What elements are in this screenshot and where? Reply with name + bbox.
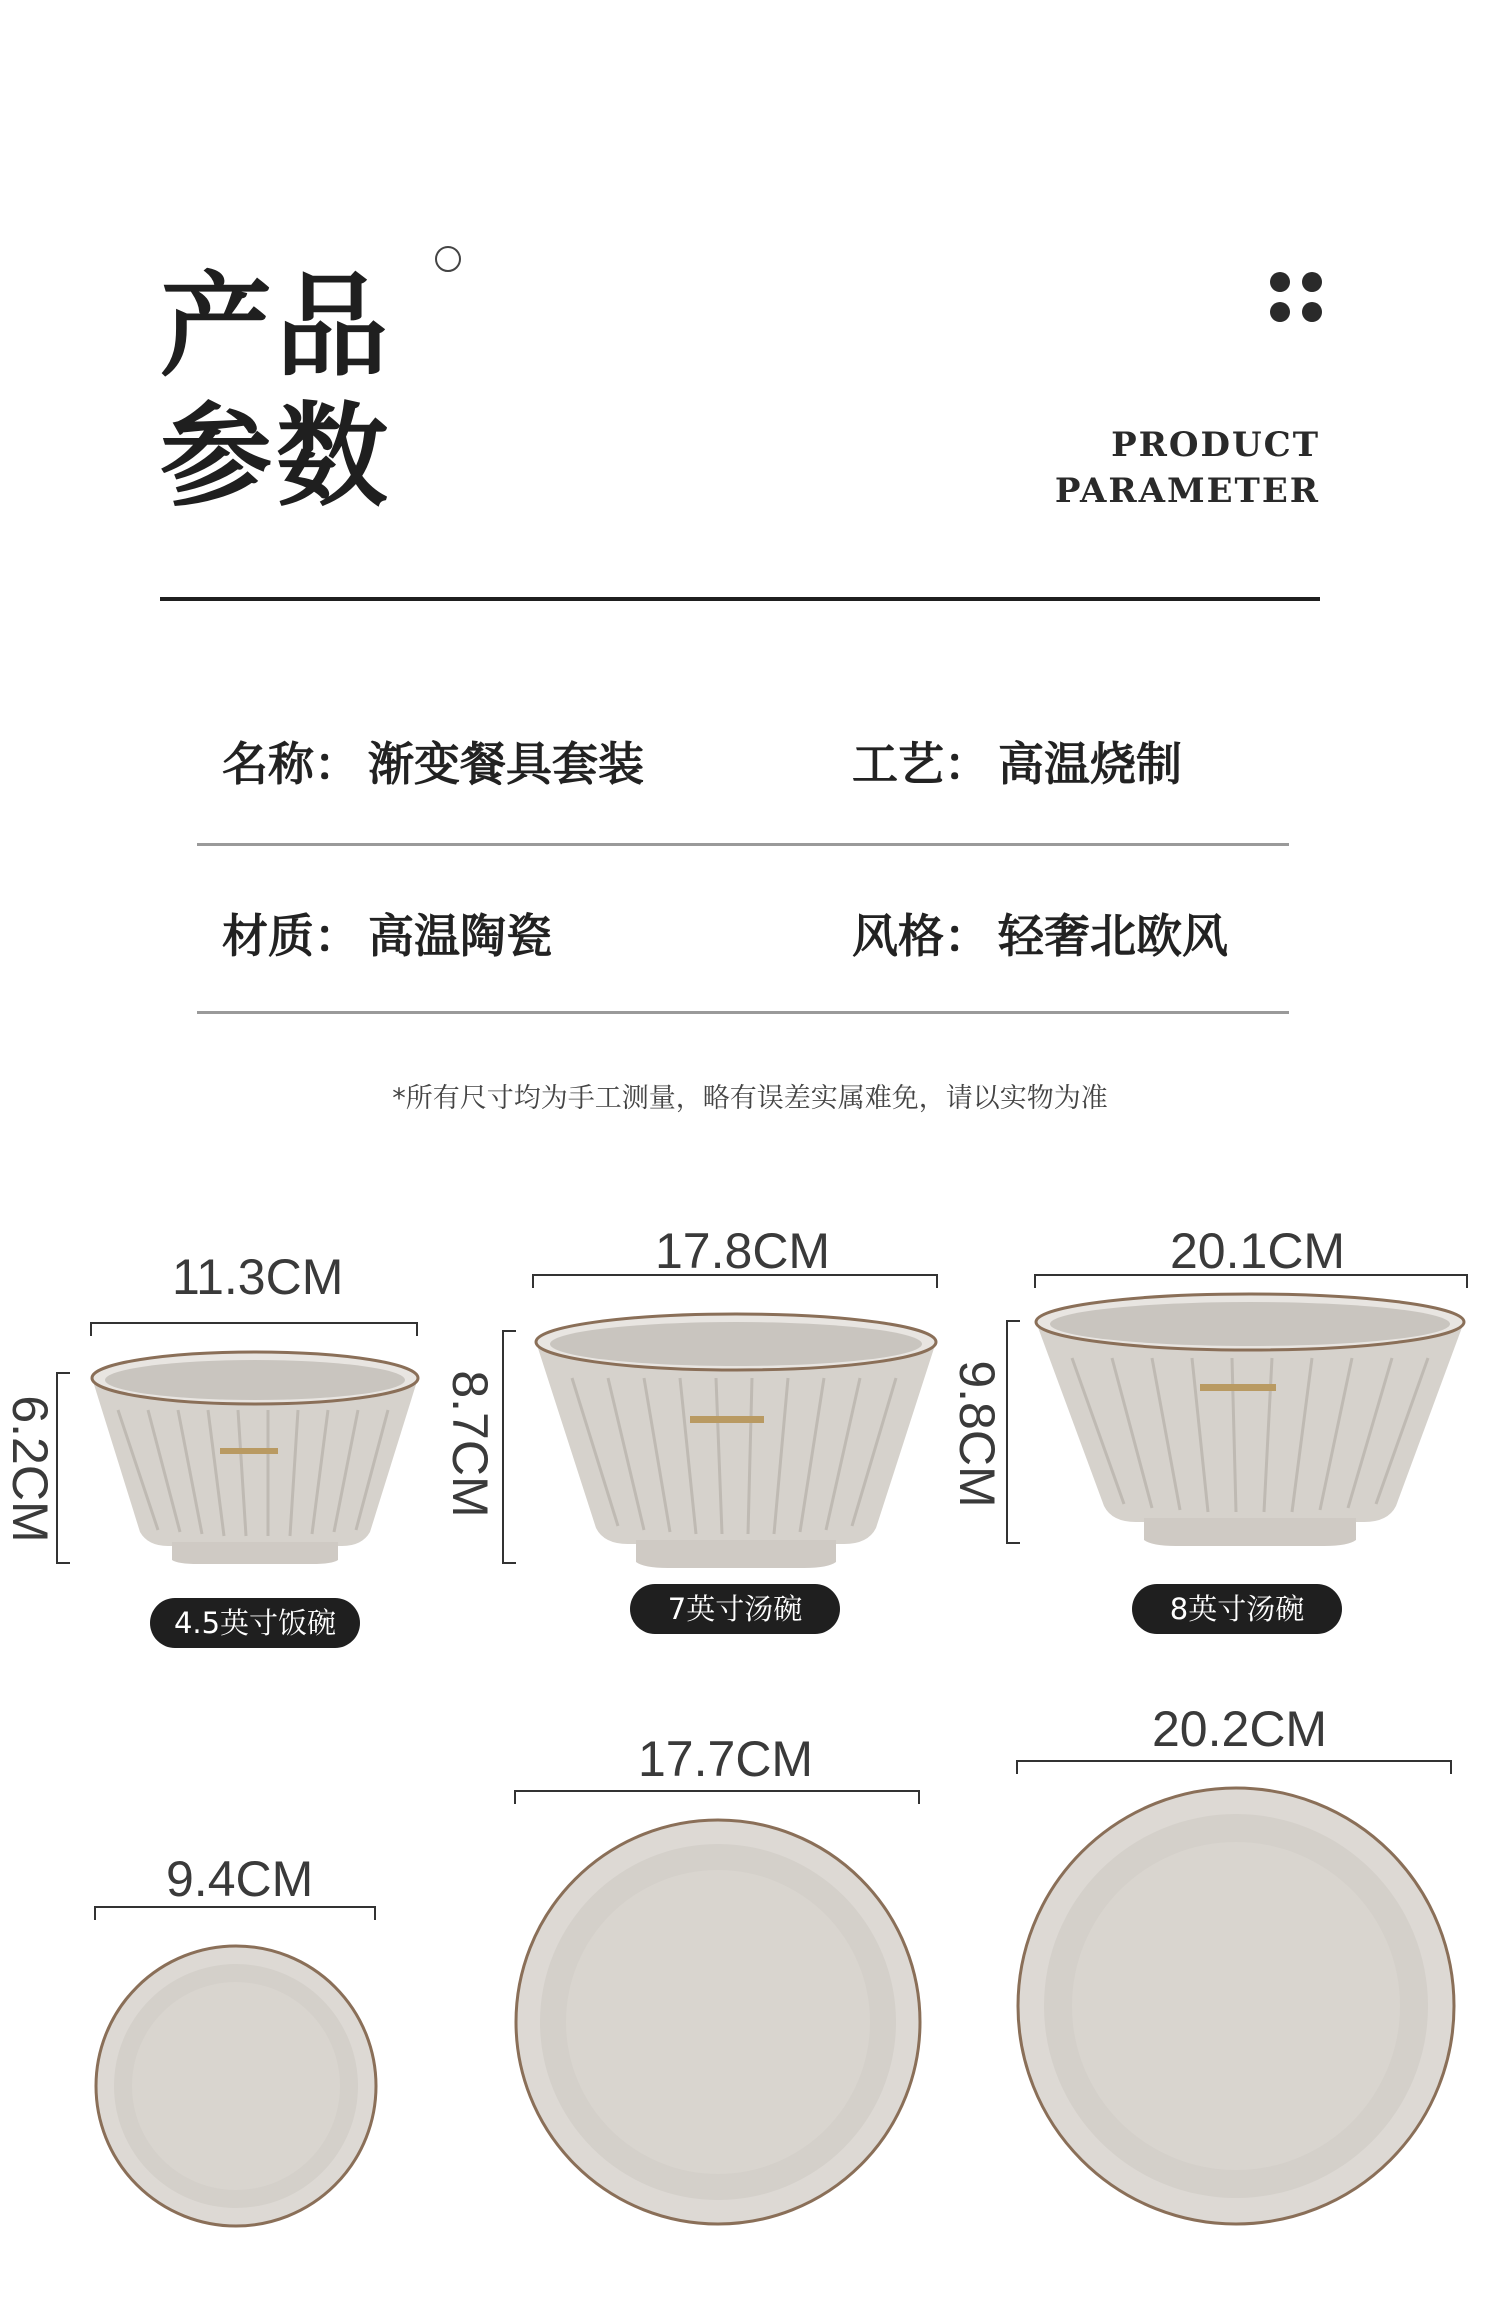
- bowl-image: [1032, 1292, 1468, 1548]
- param-divider: [197, 1011, 1289, 1014]
- bowl-name-badge: 7英寸汤碗: [630, 1584, 840, 1634]
- param-craft: [852, 728, 1182, 794]
- bowl-height-label: 9.8CM: [949, 1360, 1005, 1508]
- bowl-width-line: [532, 1274, 938, 1288]
- plate-width-label: 17.7CM: [638, 1731, 814, 1787]
- plate-image: [514, 1818, 922, 2226]
- header-divider: [160, 597, 1320, 601]
- title-cn-line2: 参数: [160, 391, 392, 522]
- circle-outline-icon: [435, 246, 461, 272]
- param-divider: [197, 843, 1289, 846]
- param-value: 高温陶瓷: [368, 909, 552, 963]
- param-style: [852, 900, 1228, 966]
- measurement-note: *所有尺寸均为手工测量，略有误差实属难免，请以实物为准: [392, 1083, 1108, 1114]
- param-name: [222, 728, 644, 794]
- title-en-line1: PRODUCT: [1111, 425, 1320, 465]
- plate-width-label: 9.4CM: [166, 1851, 314, 1907]
- plate-image: [1016, 1786, 1456, 2226]
- param-value: 高温烧制: [998, 737, 1182, 791]
- bowl-height-line: [1006, 1320, 1020, 1544]
- bowl-width-label: 17.8CM: [655, 1223, 831, 1279]
- page-title-en: [1055, 422, 1320, 514]
- bowl-width-line: [1034, 1274, 1468, 1288]
- param-material: [222, 900, 552, 966]
- bowl-width-label: 11.3CM: [172, 1249, 344, 1305]
- param-label: 材质 ：: [222, 909, 360, 963]
- page-title-cn: [160, 262, 460, 522]
- plate-width-line: [1016, 1760, 1452, 1774]
- param-label: 工艺 ：: [852, 737, 990, 791]
- title-en-line2: PARAMETER: [1054, 471, 1320, 511]
- bowl-name-badge: 4.5英寸饭碗: [150, 1598, 360, 1648]
- bowl-name-badge: 8英寸汤碗: [1132, 1584, 1342, 1634]
- bowl-image: [532, 1312, 940, 1568]
- bowl-image: [88, 1350, 422, 1565]
- param-label: 名称 ：: [222, 737, 360, 791]
- param-value: 渐变餐具套装: [368, 737, 644, 791]
- bowl-width-label: 20.1CM: [1170, 1223, 1346, 1279]
- four-dots-icon: [1270, 272, 1326, 328]
- bowl-height-label: 6.2CM: [2, 1395, 58, 1543]
- plate-width-label: 20.2CM: [1152, 1701, 1328, 1757]
- plate-width-line: [94, 1906, 376, 1920]
- param-label: 风格 ：: [852, 909, 990, 963]
- bowl-height-line: [502, 1330, 516, 1564]
- plate-image: [94, 1944, 378, 2228]
- bowl-width-line: [90, 1322, 418, 1336]
- param-value: 轻奢北欧风: [998, 909, 1228, 963]
- bowl-height-label: 8.7CM: [442, 1370, 498, 1518]
- plate-width-line: [514, 1790, 920, 1804]
- title-cn-line1: 产品: [160, 261, 392, 392]
